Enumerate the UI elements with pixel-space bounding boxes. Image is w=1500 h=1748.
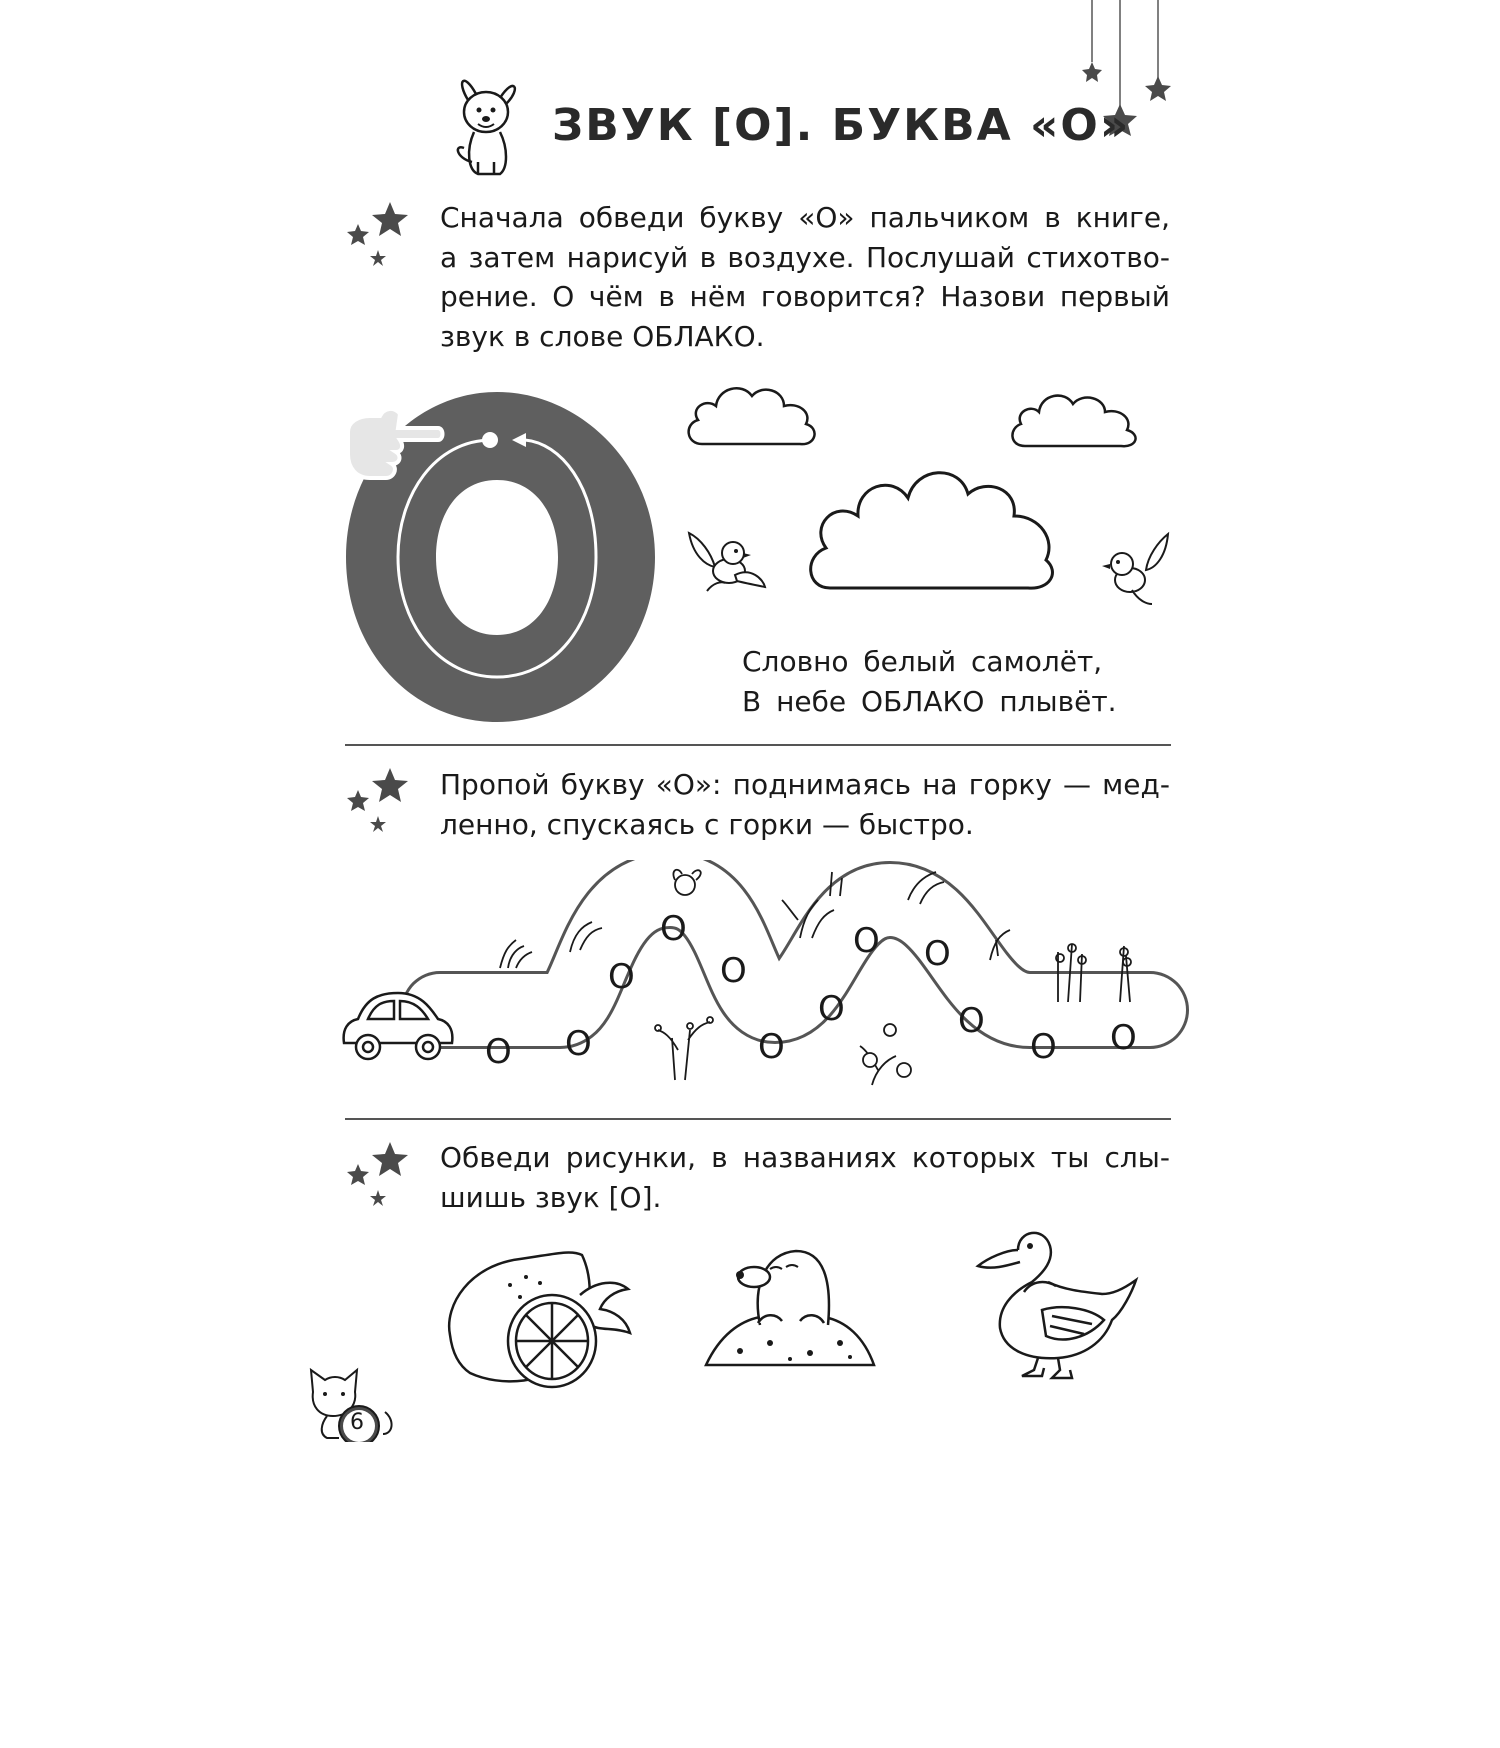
car-icon: [338, 985, 458, 1065]
mole-icon[interactable]: [700, 1225, 880, 1375]
task2-line: ленно, спускаясь с горки — быстро.: [440, 807, 974, 841]
bird-icon: [1098, 530, 1173, 610]
star-cluster-icon: [342, 200, 412, 275]
page-number: 6: [350, 1410, 364, 1435]
poem: [742, 642, 1117, 722]
road-letter: О: [924, 934, 951, 974]
road-letter: О: [565, 1024, 592, 1064]
road-letter: О: [720, 951, 747, 991]
road-letter: О: [958, 1001, 985, 1041]
bird-icon: [685, 525, 770, 600]
road-letter: О: [758, 1027, 785, 1067]
cloud-icon: [1005, 380, 1145, 455]
cloud-icon: [680, 372, 825, 452]
road-letter: О: [1030, 1027, 1057, 1067]
road-letter: О: [1110, 1018, 1137, 1058]
page-title: ЗВУК [О]. БУКВА «О»: [552, 100, 1131, 151]
task2-text: [440, 765, 1170, 844]
task2-line: Пропой букву «О»: поднимаясь на горку — мед-: [440, 768, 1170, 801]
cloud-icon: [800, 460, 1060, 600]
lemon-icon[interactable]: [440, 1245, 640, 1395]
road-letter: О: [660, 909, 687, 949]
duck-icon[interactable]: [972, 1220, 1142, 1385]
task1-text: [440, 198, 1170, 356]
task1-line: рение. О чём в нём говорится? Назови первый: [440, 280, 1170, 313]
task1-line: звук в слове ОБЛАКО.: [440, 319, 765, 353]
road-letter: О: [818, 989, 845, 1029]
cat-icon: [306, 1668, 396, 1748]
road-letter: О: [608, 957, 635, 997]
poem-line: Словно белый самолёт,: [742, 645, 1103, 678]
road-letter: О: [485, 1032, 512, 1072]
task3-line: шишь звук [О].: [440, 1180, 662, 1214]
poem-line: В небе ОБЛАКО плывёт.: [742, 685, 1117, 718]
dog-icon: [448, 70, 528, 180]
hill-road: [330, 860, 1190, 1100]
section-divider: [345, 1118, 1171, 1120]
task1-line: Сначала обведи букву «О» пальчиком в книге,: [440, 201, 1170, 234]
road-letter: О: [853, 921, 880, 961]
star-cluster-icon: [342, 1140, 412, 1215]
hand-pointer-icon: [340, 402, 450, 487]
star-cluster-icon: [342, 766, 412, 841]
task1-line: а затем нарисуй в воздухе. Послушай стихотво-: [440, 240, 1170, 274]
task3-text: [440, 1138, 1170, 1217]
task3-line: Обведи рисунки, в названиях которых ты слы-: [440, 1141, 1170, 1174]
section-divider: [345, 744, 1171, 746]
